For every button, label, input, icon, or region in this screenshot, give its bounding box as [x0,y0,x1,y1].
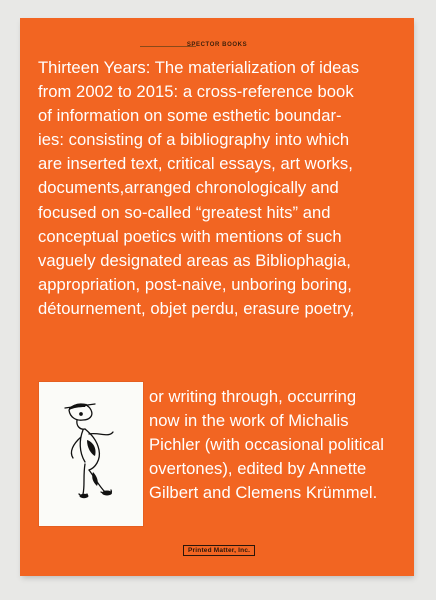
cover-text-block [38,56,400,321]
cover-text-line: appropriation, post-naive, unboring boring, [38,274,352,294]
cover-text-line: documents,arranged chronologically and [38,178,339,198]
cover-text-line: now in the work of Michalis [149,411,349,431]
cover-text-line: of information on some esthetic boundar- [38,106,342,126]
cover-text-line: Thirteen Years: The materialization of ideas [38,58,360,77]
cover-text-line: Gilbert and Clemens Krümmel. [149,483,378,503]
cover-text-indented-block [149,385,384,505]
cover-text-line: détournement, objet perdu, erasure poetry, [38,298,355,318]
cover-text-line: conceptual poetics with mentions of such [38,226,342,246]
cover-text-line: ies: consisting of a bibliography into which [38,130,350,150]
printed-matter-stamp: Printed Matter, Inc. [183,545,255,556]
cover-text-line: focused on so-called “greatest hits” and [38,202,331,222]
cover-text-line: Pichler (with occasional political [149,435,385,455]
cover-text-line: overtones), edited by Annette [149,459,367,479]
cartoon-figure-drawing-icon [39,382,143,526]
cover-text-line: vaguely designated areas as Bibliophagia, [38,250,351,270]
cover-text-line: are inserted text, critical essays, art works, [38,154,353,174]
publisher-label: SPECTOR BOOKS [186,42,248,48]
cover-text-line: or writing through, occurring [149,387,357,406]
book-cover [20,18,414,576]
artwork-panel [39,382,143,526]
cover-text-line: from 2002 to 2015: a cross-reference book [38,82,354,102]
